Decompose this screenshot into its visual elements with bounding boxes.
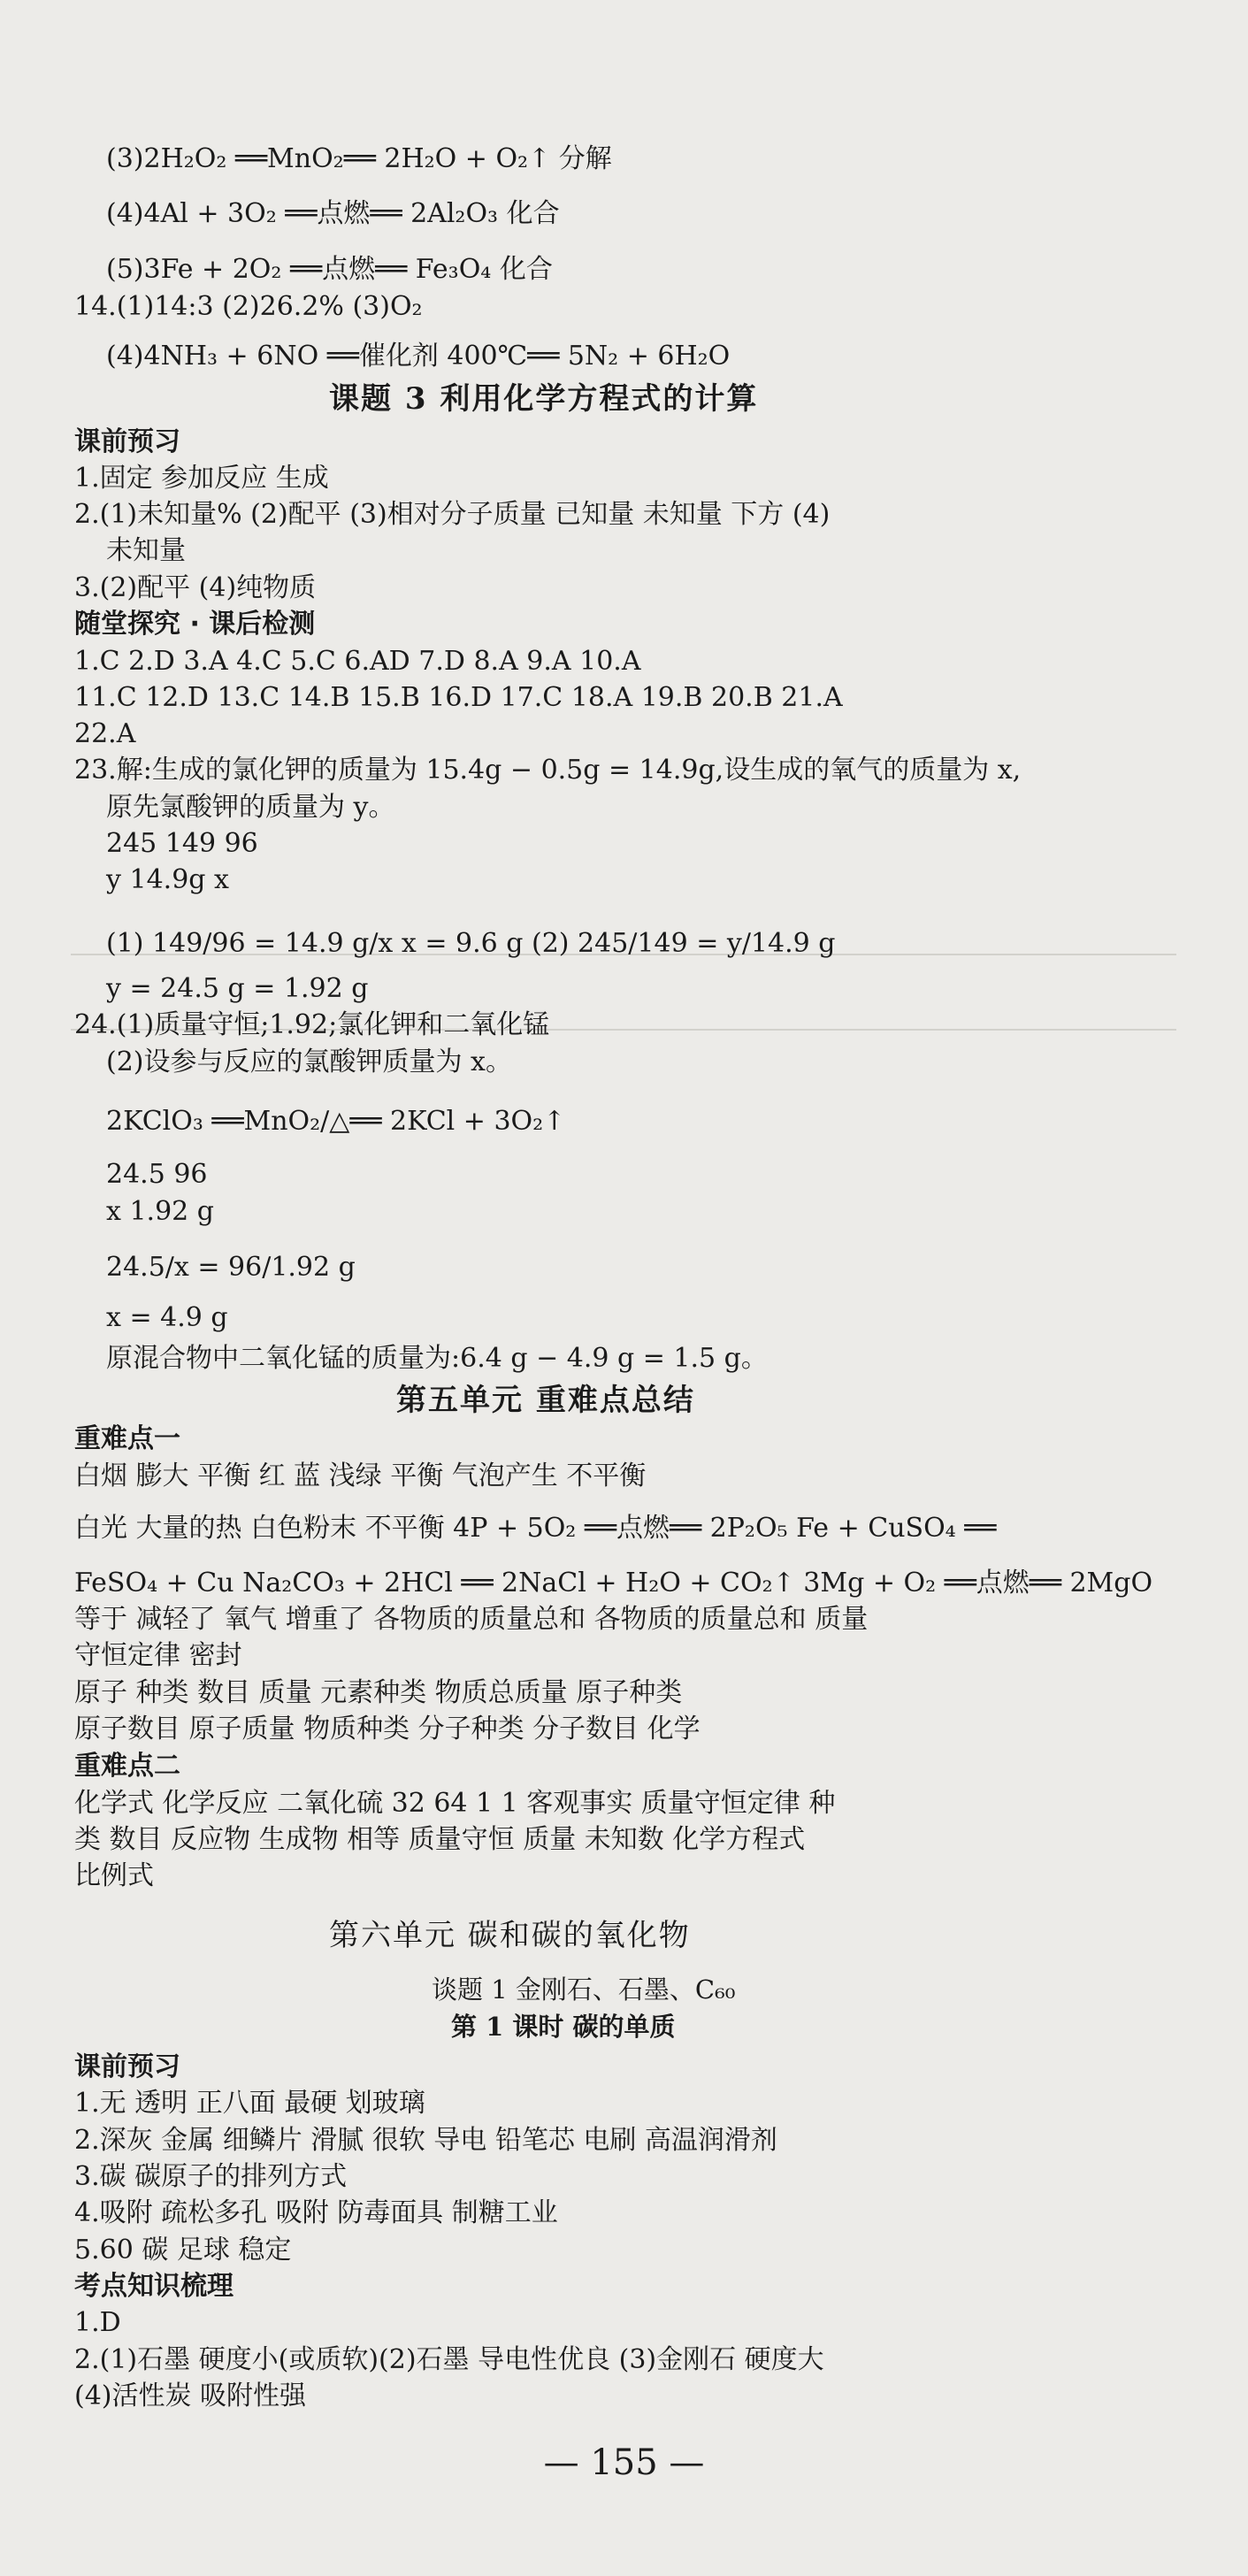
answer-line: 原先氯酸钾的质量为 y。	[106, 792, 395, 823]
answer-line: (1) 149/96 = 14.9 g/x x = 9.6 g (2) 245/149 = y/14.9 g	[106, 928, 836, 959]
answer-line: 等于 减轻了 氧气 增重了 各物质的质量总和 各物质的质量总和 质量	[74, 1604, 869, 1635]
answer-line: 23.解:生成的氯化钾的质量为 15.4g − 0.5g = 14.9g,设生成的氧气的质量为 x,	[74, 755, 1022, 786]
answer-line: 1.D	[74, 2307, 121, 2338]
section-heading: 重难点二	[74, 1751, 180, 1782]
answer-line: 守恒定律 密封	[74, 1640, 242, 1671]
answer-line: 22.A	[74, 718, 136, 749]
section-heading: 课前预习	[74, 426, 180, 457]
answer-line: 原混合物中二氧化锰的质量为:6.4 g − 4.9 g = 1.5 g。	[106, 1343, 768, 1374]
answer-line: x = 4.9 g	[106, 1302, 228, 1333]
answer-line: 3.碳 碳原子的排列方式	[74, 2161, 348, 2192]
answer-line: 2.深灰 金属 细鳞片 滑腻 很软 导电 铅笔芯 电刷 高温润滑剂	[74, 2125, 777, 2156]
answer-line: 原子 种类 数目 质量 元素种类 物质总质量 原子种类	[74, 1677, 683, 1708]
answer-line: 14.(1)14:3 (2)26.2% (3)O₂	[74, 291, 423, 322]
lesson-subtitle: 第 1 课时 碳的单质	[451, 2012, 676, 2042]
answer-line: 245 149 96	[106, 828, 258, 859]
answer-line: 2KClO₃ ══MnO₂/△══ 2KCl + 3O₂↑	[106, 1106, 566, 1137]
answer-line: FeSO₄ + Cu Na₂CO₃ + 2HCl ══ 2NaCl + H₂O + CO₂↑ 3Mg + O₂ ══点燃══ 2MgO	[74, 1568, 1153, 1598]
answer-line: 1.C 2.D 3.A 4.C 5.C 6.AD 7.D 8.A 9.A 10.A	[74, 646, 641, 677]
answer-line: (4)4Al + 3O₂ ══点燃══ 2Al₂O₃ 化合	[106, 198, 560, 229]
answer-line: (3)2H₂O₂ ══MnO₂══ 2H₂O + O₂↑ 分解	[106, 143, 612, 174]
answer-line: 化学式 化学反应 二氧化硫 32 64 1 1 客观事实 质量守恒定律 种	[74, 1788, 836, 1819]
answer-line: x 1.92 g	[106, 1196, 214, 1227]
answer-line: 24.5/x = 96/1.92 g	[106, 1252, 356, 1283]
section-heading: 重难点一	[74, 1423, 180, 1454]
answer-line: 4.吸附 疏松多孔 吸附 防毒面具 制糖工业	[74, 2197, 558, 2228]
answer-line: (2)设参与反应的氯酸钾质量为 x。	[106, 1046, 512, 1077]
answer-line: 24.(1)质量守恒;1.92;氯化钾和二氧化锰	[74, 1009, 550, 1040]
answer-line: 类 数目 反应物 生成物 相等 质量守恒 质量 未知数 化学方程式	[74, 1824, 806, 1855]
answer-line: 白光 大量的热 白色粉末 不平衡 4P + 5O₂ ══点燃══ 2P₂O₅ Fe + CuSO₄ ══	[74, 1513, 997, 1544]
answer-line: 3.(2)配平 (4)纯物质	[74, 572, 317, 603]
section-title: 课题 3 利用化学方程式的计算	[329, 381, 759, 417]
answer-line: 比例式	[74, 1860, 154, 1891]
page-number: — 155 —	[543, 2442, 705, 2483]
section-heading: 课前预习	[74, 2051, 180, 2082]
answer-line: (4)4NH₃ + 6NO ══催化剂 400℃══ 5N₂ + 6H₂O	[106, 341, 731, 372]
answer-line: 2.(1)石墨 硬度小(或质软)(2)石墨 导电性优良 (3)金刚石 硬度大	[74, 2344, 824, 2375]
answer-line: 原子数目 原子质量 物质种类 分子种类 分子数目 化学	[74, 1714, 701, 1744]
answer-line: y = 24.5 g = 1.92 g	[106, 973, 369, 1004]
answer-line: 2.(1)未知量% (2)配平 (3)相对分子质量 已知量 未知量 下方 (4)	[74, 499, 831, 530]
answer-line: 24.5 96	[106, 1159, 208, 1190]
section-heading: 考点知识梳理	[74, 2271, 234, 2302]
answer-line: 白烟 膨大 平衡 红 蓝 浅绿 平衡 气泡产生 不平衡	[74, 1460, 647, 1491]
answer-line: (5)3Fe + 2O₂ ══点燃══ Fe₃O₄ 化合	[106, 254, 553, 285]
answer-line: 5.60 碳 足球 稳定	[74, 2235, 292, 2266]
answer-line: y 14.9g x	[106, 864, 229, 895]
lesson-subtitle: 谈题 1 金刚石、石墨、C₆₀	[432, 1974, 736, 2005]
answer-line: 1.固定 参加反应 生成	[74, 463, 329, 494]
section-heading: 随堂探究 · 课后检测	[74, 609, 316, 640]
section-title: 第五单元 重难点总结	[396, 1383, 695, 1418]
answer-line: 1.无 透明 正八面 最硬 划玻璃	[74, 2088, 425, 2119]
answer-line: 11.C 12.D 13.C 14.B 15.B 16.D 17.C 18.A 19.B 20.B 21.A	[74, 682, 843, 713]
section-title: 第六单元 碳和碳的氧化物	[329, 1918, 691, 1953]
answer-line: 未知量	[106, 535, 186, 566]
answer-line: (4)活性炭 吸附性强	[74, 2380, 307, 2411]
